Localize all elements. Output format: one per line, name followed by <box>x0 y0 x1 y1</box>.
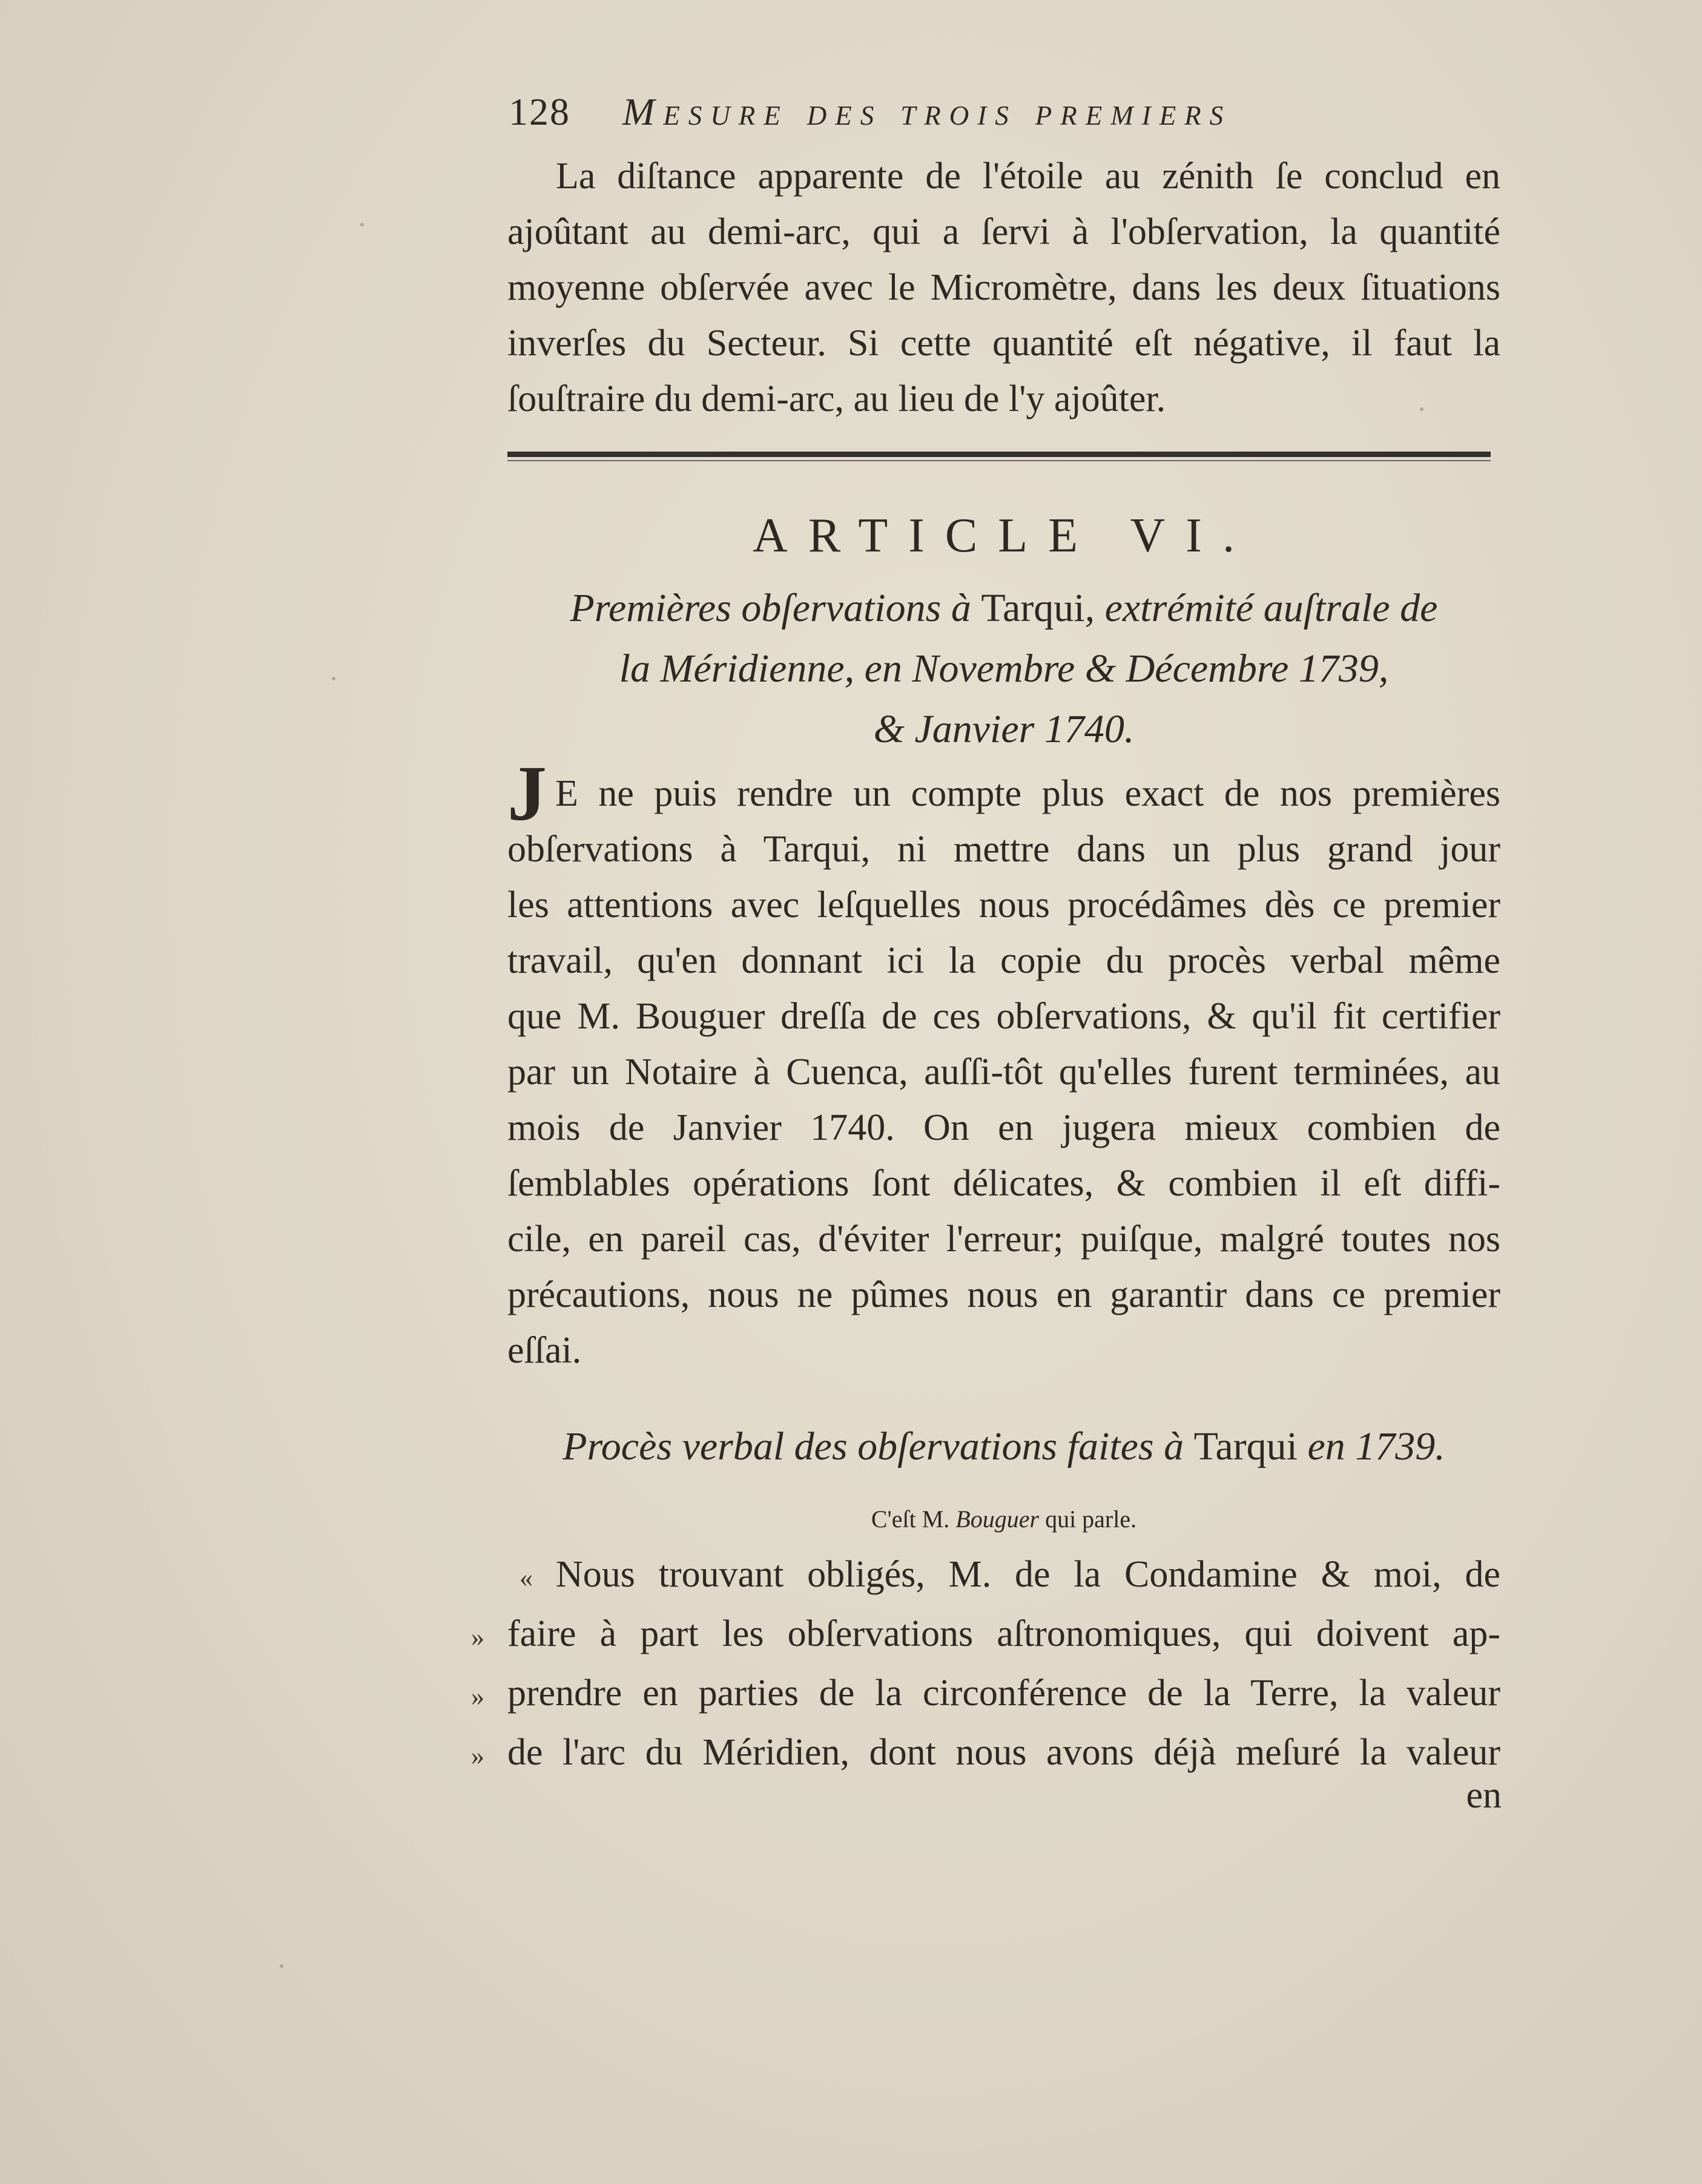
quoted-paragraph <box>471 1547 1500 1784</box>
subtitle-line: la Méridienne, en Novembre & Décembre 1739, <box>619 646 1389 691</box>
subtitle-line <box>507 578 1500 639</box>
text-line: mois de Janvier 1740. On en jugera mieux combien de <box>507 1107 1500 1148</box>
subtitle-text: , extrémité auſtrale de <box>1084 586 1438 630</box>
text-line: travail, qu'en donnant ici la copie du procès verbal même <box>507 940 1500 981</box>
catchword: en <box>1466 1775 1502 1816</box>
text-line: » prendre en parties de la circonférence de la Terre, la valeur <box>507 1665 1500 1725</box>
text-line: J E ne puis rendre un compte plus exact de nos premières <box>507 750 1500 837</box>
text-line: les attentions avec leſquelles nous procédâmes dès ce premier <box>507 884 1500 926</box>
text-line: inverſes du Secteur. Si cette quantité eſt négative, il faut la <box>507 323 1500 364</box>
guillemet: » <box>471 1622 484 1652</box>
page-number: 128 <box>509 90 570 133</box>
text-line: ſouſtraire du demi-arc, au lieu de l'y ajoûter. <box>507 378 1166 419</box>
text-line: ajoûtant au demi-arc, qui a ſervi à l'obſervation, la quantité <box>507 211 1500 252</box>
text-line: par un Notaire à Cuenca, auſſi-tôt qu'elles furent terminées, au <box>507 1051 1500 1093</box>
running-title: Mesure des trois premiers <box>622 90 1232 133</box>
intro-paragraph <box>507 148 1500 427</box>
speaker-name: Bouguer <box>955 1505 1040 1533</box>
text-line: ſemblables opérations ſont délicates, & combien il eſt diffi- <box>507 1163 1500 1204</box>
paper-speck <box>280 1964 283 1968</box>
text-line: « Nous trouvant obligés, M. de la Condamine & moi, de <box>507 1547 1500 1606</box>
text-line: » de l'arc du Méridien, dont nous avons déjà meſuré la valeur <box>507 1725 1500 1784</box>
place-name: Tarqui <box>981 586 1085 630</box>
text-line: cile, en pareil cas, d'éviter l'erreur; puiſque, malgré toutes nos <box>507 1219 1500 1260</box>
text-line: obſervations à Tarqui, ni mettre dans un plus grand jour <box>507 829 1500 870</box>
text-line: La diſtance apparente de l'étoile au zénith ſe conclud en <box>556 156 1500 197</box>
paper-speck <box>332 677 335 680</box>
guillemet: « <box>520 1563 533 1593</box>
text-line: eſſai. <box>507 1330 582 1371</box>
paper-speck <box>1420 407 1423 411</box>
main-paragraph <box>507 750 1500 1378</box>
subtitle-line: & Janvier 1740. <box>873 707 1135 751</box>
proces-verbal-title <box>507 1416 1500 1477</box>
article-subtitle <box>507 578 1500 760</box>
subtitle-text: Premières obſervations à <box>570 586 981 630</box>
title-text: Procès verbal des obſervations faites à <box>562 1424 1194 1469</box>
speaker-note: C'eſt M. Bouguer qui parle. <box>871 1505 1137 1533</box>
text-line: moyenne obſervée avec le Micromètre, dans les deux ſituations <box>507 267 1500 308</box>
place-name: Tarqui <box>1193 1424 1298 1469</box>
text-line: que M. Bouguer dreſſa de ces obſervations, & qu'il fit certifier <box>507 996 1500 1037</box>
article-heading: ARTICLE VI. <box>753 509 1255 562</box>
running-head <box>509 85 1387 139</box>
paper-speck <box>360 223 364 226</box>
guillemet: » <box>471 1682 484 1711</box>
section-rule-thin <box>507 460 1491 461</box>
section-rule <box>507 452 1491 457</box>
title-text: en 1739. <box>1297 1424 1445 1469</box>
text-line: » faire à part les obſervations aſtronomiques, qui doivent ap- <box>507 1606 1500 1665</box>
guillemet: » <box>471 1741 484 1771</box>
text-line: précautions, nous ne pûmes nous en garantir dans ce premier <box>507 1274 1500 1315</box>
drop-cap: J <box>507 750 547 837</box>
